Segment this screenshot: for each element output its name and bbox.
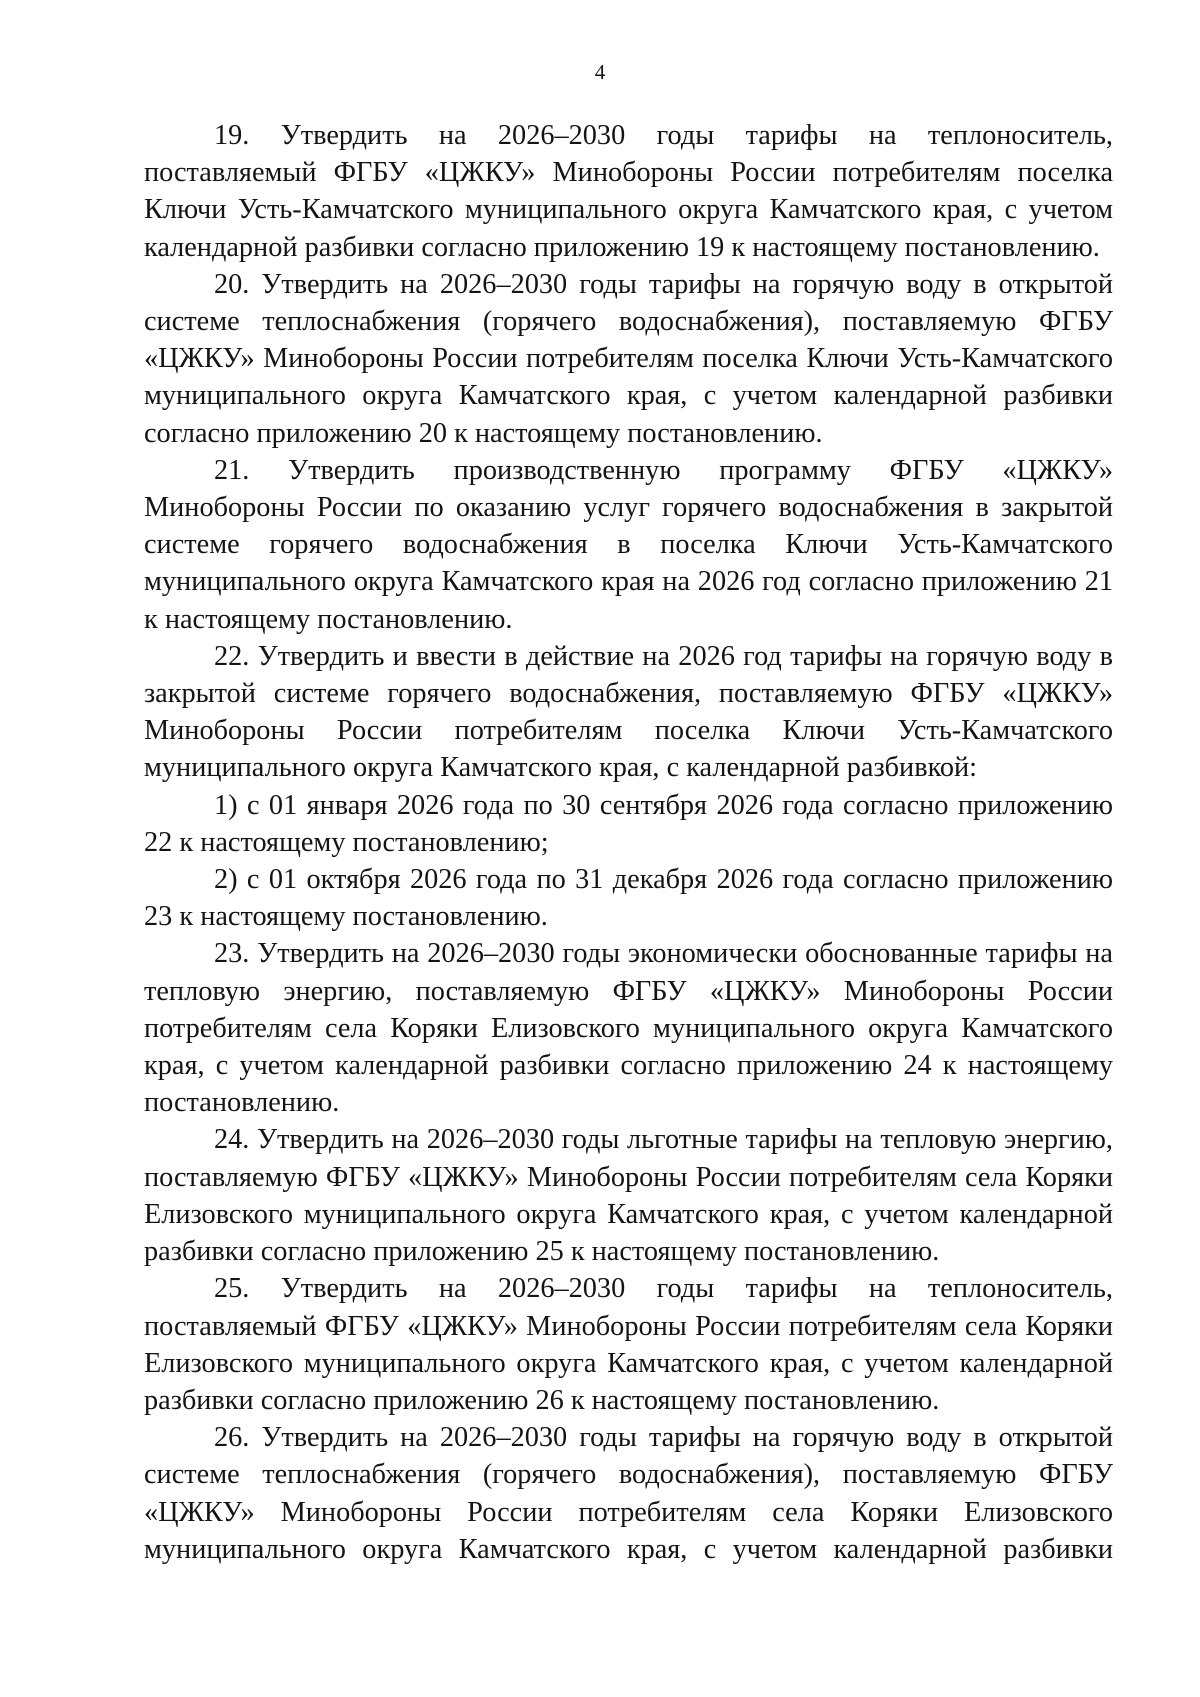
paragraph-21: 21. Утвердить производственную программу ФГБУ «ЦЖКУ» Минобороны России по оказанию услуг горячего водоснабжения в закрытой системе горячего водоснабжения в поселка Ключи Усть-Камчатского муниципального округа Камчатского края на 2026 год согласно приложению 21 к настоящему постановлению. — [144, 454, 1113, 635]
paragraph-25: 25. Утвердить на 2026–2030 годы тарифы на теплоноситель, поставляемый ФГБУ «ЦЖКУ» Минобороны России потребителям села Коряки Елизовского муниципального округа Камчатского края, с учетом календарной разбивки согласно приложению 26 к настоящему постановлению. — [144, 1273, 1113, 1416]
paragraph-22-item-2: 2) с 01 октября 2026 года по 31 декабря 2026 года согласно приложению 23 к настоящему постановлению. — [144, 864, 1113, 933]
paragraph-19: 19. Утвердить на 2026–2030 годы тарифы на теплоноситель, поставляемый ФГБУ «ЦЖКУ» Минобороны России потребителям поселка Ключи Усть-Камчатского муниципального округа Камчатского края, с учетом календарной разбивки согласно приложению 19 к настоящему постановлению. — [144, 120, 1113, 263]
paragraph-26: 26. Утвердить на 2026–2030 годы тарифы на горячую воду в открытой системе теплоснабжения (горячего водоснабжения), поставляемую ФГБУ «ЦЖКУ» Минобороны России потребителям села Коряки Елизовского муниципального округа Камчатского края, с учетом календарной разбивки — [144, 1422, 1113, 1565]
paragraph-22-item-1: 1) с 01 января 2026 года по 30 сентября 2026 года согласно приложению 22 к настоящему постановлению; — [144, 789, 1113, 858]
paragraph-20: 20. Утвердить на 2026–2030 годы тарифы на горячую воду в открытой системе теплоснабжения (горячего водоснабжения), поставляемую ФГБУ «ЦЖКУ» Минобороны России потребителям поселка Ключи Усть-Камчатского муниципального округа Камчатского края, с учетом календарной разбивки согласно приложению 20 к настоящему постановлению. — [144, 268, 1113, 449]
paragraph-23: 23. Утвердить на 2026–2030 годы экономически обоснованные тарифы на тепловую энергию, поставляемую ФГБУ «ЦЖКУ» Минобороны России потребителям села Коряки Елизовского муниципального округа Камчатского края, с учетом календарной разбивки согласно приложению 24 к настоящему постановлению. — [144, 938, 1113, 1119]
document-body — [144, 117, 1113, 1568]
page-number: 4 — [594, 60, 606, 84]
paragraph-24: 24. Утвердить на 2026–2030 годы льготные тарифы на тепловую энергию, поставляемую ФГБУ «ЦЖКУ» Минобороны России потребителям села Коряки Елизовского муниципального округа Камчатского края, с учетом календарной разбивки согласно приложению 25 к настоящему постановлению. — [144, 1124, 1113, 1268]
paragraph-22: 22. Утвердить и ввести в действие на 2026 год тарифы на горячую воду в закрытой системе горячего водоснабжения, поставляемую ФГБУ «ЦЖКУ» Минобороны России потребителям поселка Ключи Усть-Камчатского муниципального округа Камчатского края, с календарной разбивкой: — [144, 640, 1113, 784]
